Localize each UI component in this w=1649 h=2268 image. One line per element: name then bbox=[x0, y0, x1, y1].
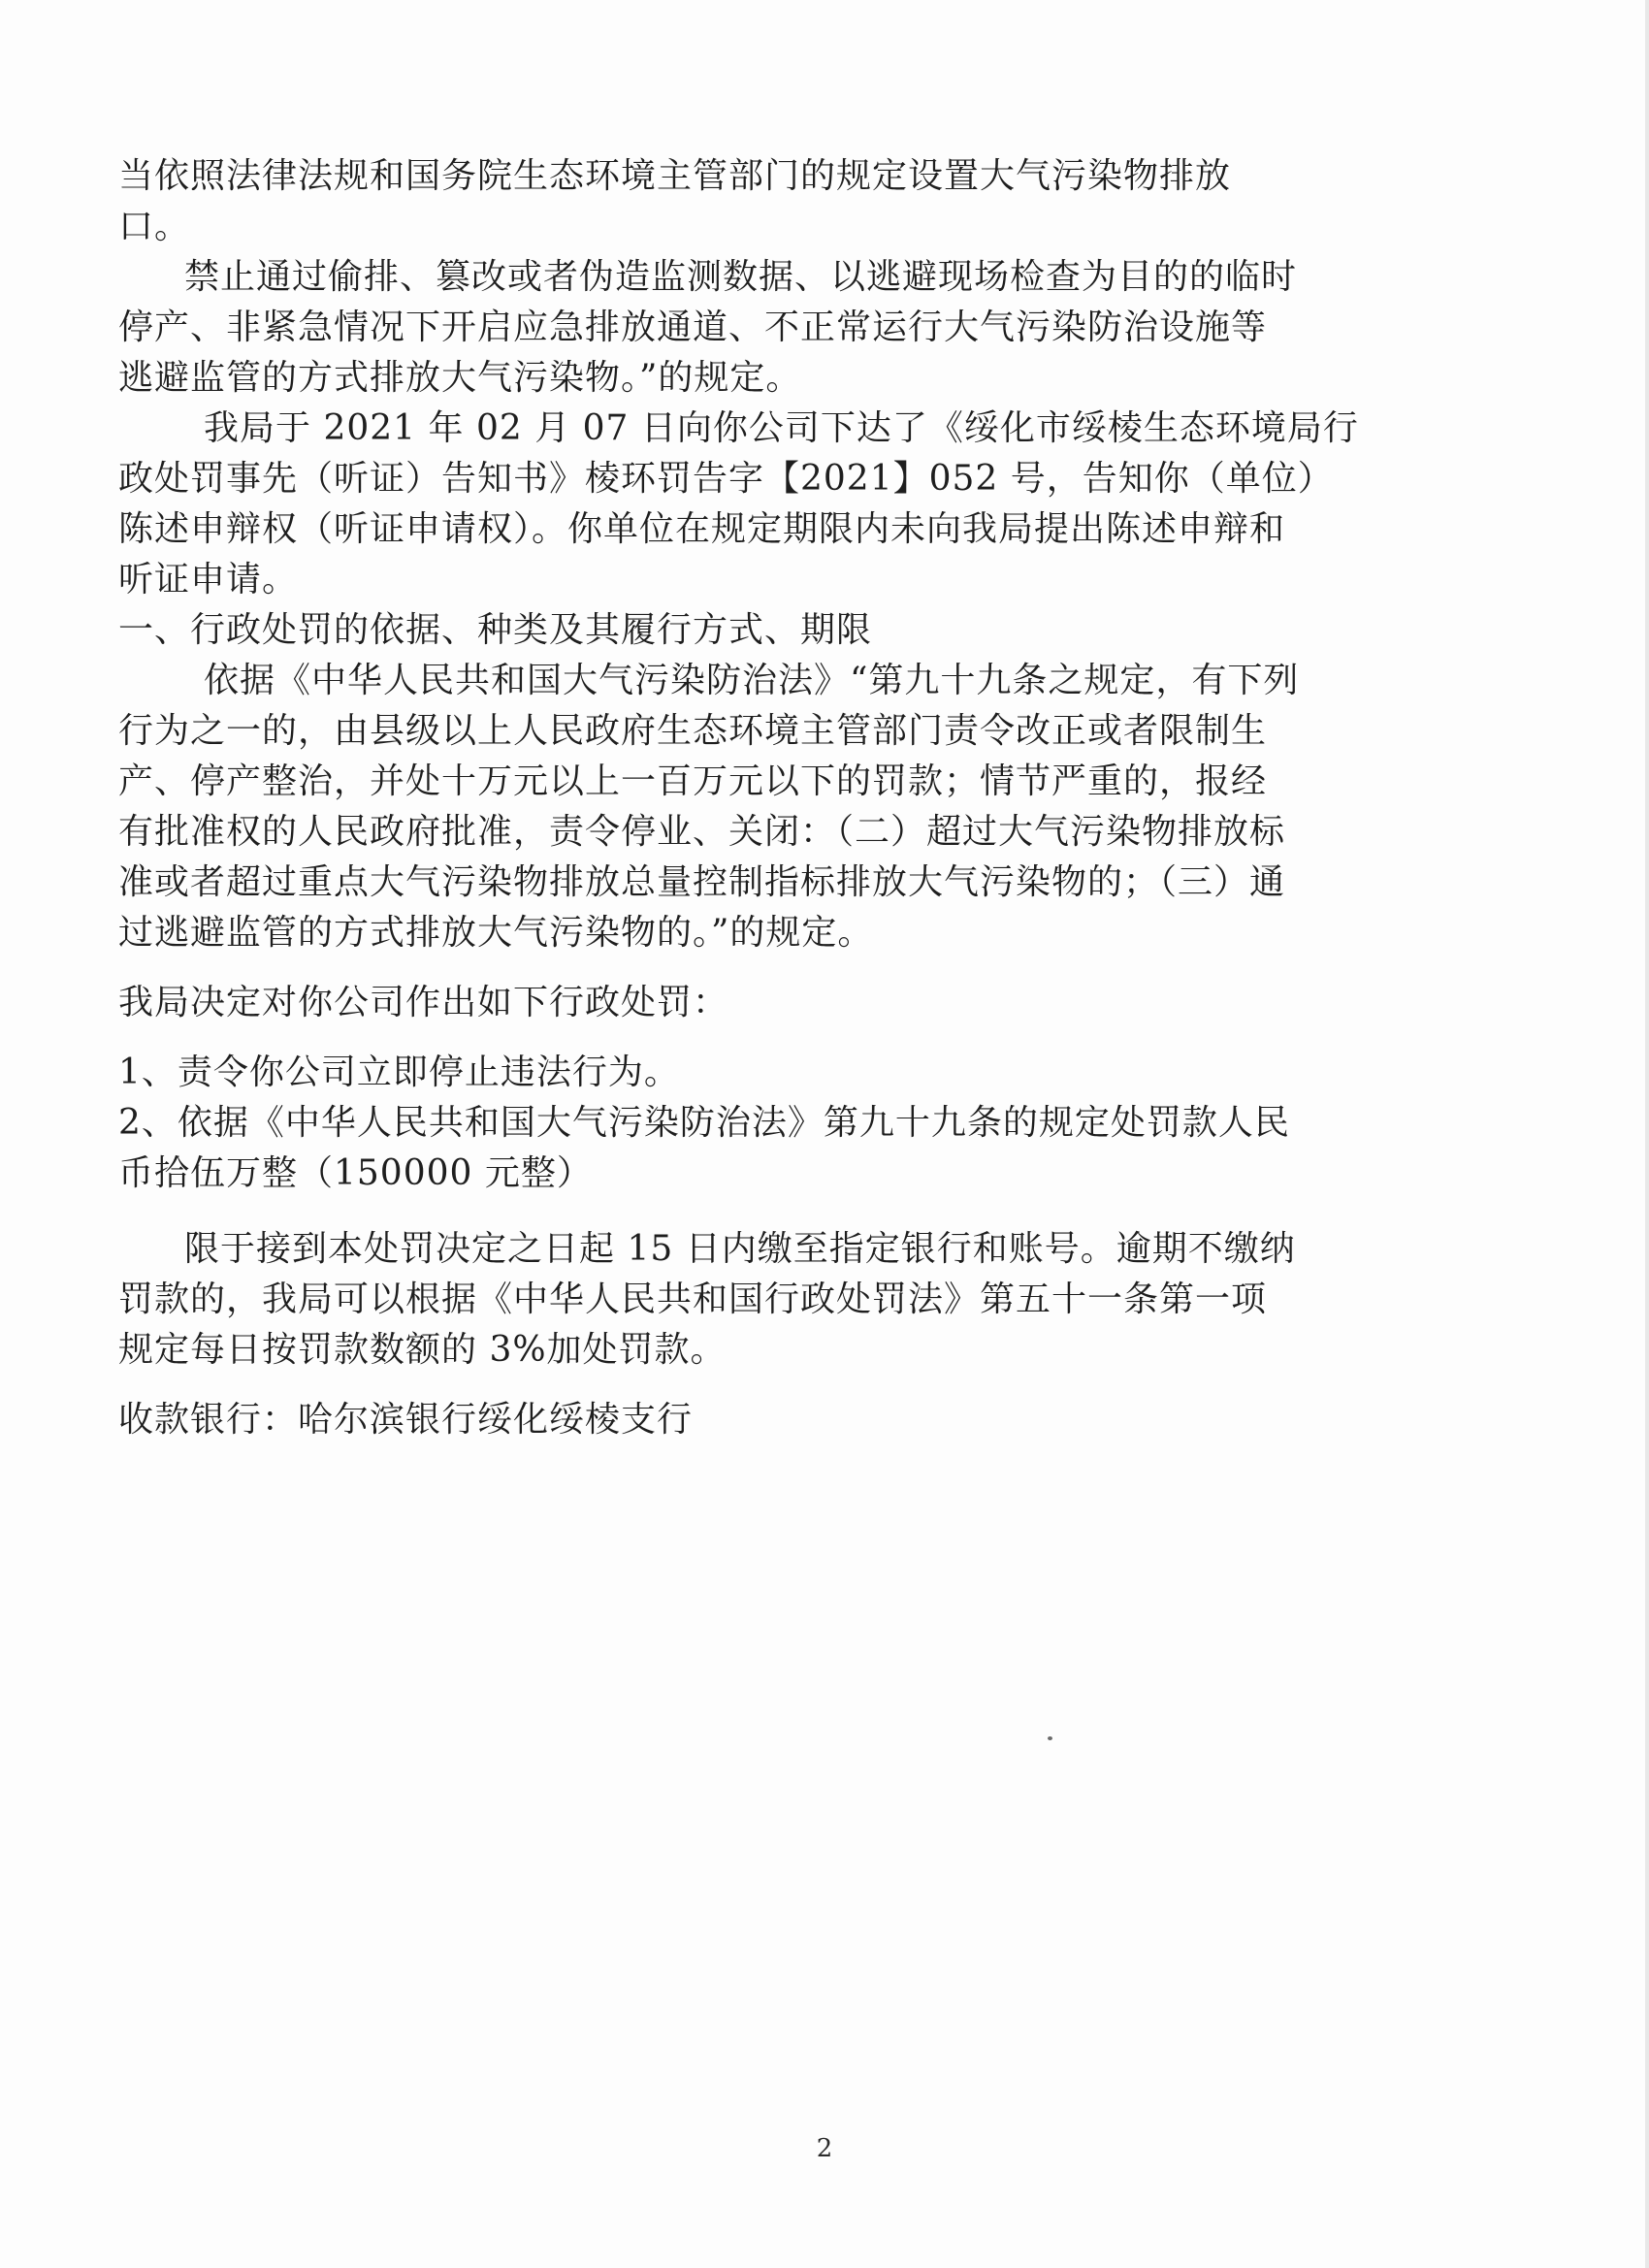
page-number: 2 bbox=[816, 2134, 833, 2163]
text-line: 当依照法律法规和国务院生态环境主管部门的规定设置大气污染物排放 bbox=[118, 156, 1232, 196]
text-line: 2、依据《中华人民共和国大气污染防治法》第九十九条的规定处罚款人民 bbox=[118, 1103, 1290, 1143]
text-line: 停产、非紧急情况下开启应急排放通道、不正常运行大气污染防治设施等 bbox=[118, 308, 1268, 347]
text-line: 规定每日按罚款数额的 3%加处罚款。 bbox=[118, 1330, 727, 1370]
text-line: 有批准权的人民政府批准，责令停业、关闭：（二）超过大气污染物排放标 bbox=[118, 812, 1286, 852]
text-line: 逃避监管的方式排放大气污染物。”的规定。 bbox=[118, 358, 802, 398]
text-line: 陈述申辩权（听证申请权）。你单位在规定期限内未向我局提出陈述申辩和 bbox=[118, 509, 1286, 549]
text-line: 罚款的，我局可以根据《中华人民共和国行政处罚法》第五十一条第一项 bbox=[118, 1280, 1268, 1319]
text-line: 听证申请。 bbox=[118, 560, 299, 599]
text-line: 禁止通过偷排、篡改或者伪造监测数据、以逃避现场检查为目的的临时 bbox=[184, 257, 1298, 297]
text-line: 收款银行：哈尔滨银行绥化绥棱支行 bbox=[118, 1400, 694, 1440]
text-line: 限于接到本处罚决定之日起 15 日内缴至指定银行和账号。逾期不缴纳 bbox=[184, 1229, 1296, 1269]
text-line: 行为之一的，由县级以上人民政府生态环境主管部门责令改正或者限制生 bbox=[118, 711, 1268, 751]
scan-speck bbox=[1048, 1736, 1052, 1740]
section-heading: 一、行政处罚的依据、种类及其履行方式、期限 bbox=[118, 610, 873, 650]
text-line: 产、停产整治，并处十万元以上一百万元以下的罚款；情节严重的，报经 bbox=[118, 761, 1268, 801]
text-line: 口。 bbox=[118, 207, 191, 246]
text-line: 我局决定对你公司作出如下行政处罚： bbox=[118, 983, 729, 1022]
text-line: 过逃避监管的方式排放大气污染物的。”的规定。 bbox=[118, 913, 874, 953]
text-line: 政处罚事先（听证）告知书》棱环罚告字【2021】052 号，告知你（单位） bbox=[118, 459, 1334, 499]
text-line: 我局于 2021 年 02 月 07 日向你公司下达了《绥化市绥棱生态环境局行 bbox=[204, 408, 1359, 448]
text-line: 1、责令你公司立即停止违法行为。 bbox=[118, 1053, 680, 1092]
text-line: 准或者超过重点大气污染物排放总量控制指标排放大气污染物的；（三）通 bbox=[118, 862, 1286, 902]
text-line: 依据《中华人民共和国大气污染防治法》“第九十九条之规定，有下列 bbox=[204, 661, 1300, 700]
scan-edge bbox=[1645, 0, 1649, 2268]
text-line: 币拾伍万整（150000 元整） bbox=[118, 1153, 593, 1193]
